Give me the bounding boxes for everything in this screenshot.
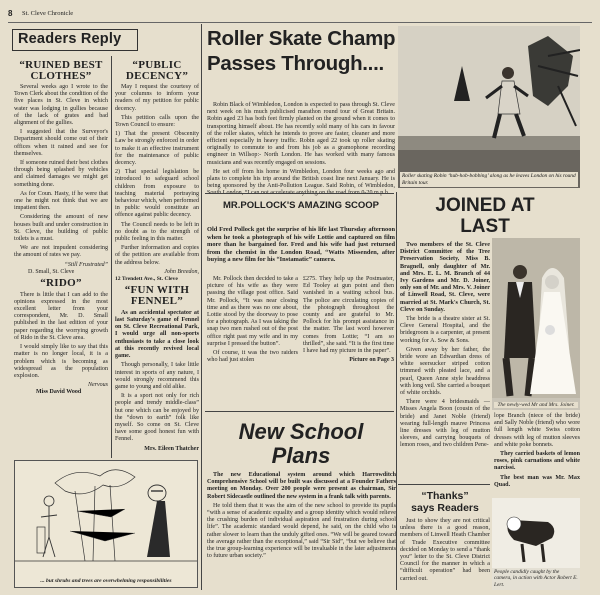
roller-headline bbox=[207, 26, 397, 76]
decency-address: 12 Trendett Ave., St. Cleve bbox=[115, 275, 178, 282]
roller-headline-line1: Roller Skate Champ bbox=[207, 27, 396, 50]
pollock-col-1 bbox=[207, 276, 298, 366]
people-photo-caption: People candidly caught by the camera, in action with Actor Robert E. Lert. bbox=[494, 568, 578, 588]
fennel-lead: As an accidental spectator at last Saturday's game of Fennel on St. Cleve Recreational Park, I would urge all non-sports enthusiasts to take a close look at this recently revived local game. bbox=[115, 309, 199, 360]
rido-signature: Nervous bbox=[88, 382, 108, 389]
pollock-col-2 bbox=[303, 276, 394, 363]
fun-fennel-headline: “FUN WITH FENNEL” bbox=[124, 283, 190, 307]
roller-headline-line2: Passes Through.... bbox=[207, 52, 384, 75]
joined-headline-line2: LAST bbox=[460, 216, 510, 237]
wedding-photo-caption: The newly-wed Mr and Mrs. Joiner. bbox=[494, 402, 578, 408]
school-lead: The new Educational system around which Harrowditch Comprehensive School will be built was discussed at a Founder Fathers meeting on Monday. Over 200 people were present as chairman, Sir Robert Sidecastle outlined the new system in a frank talk with parents. bbox=[207, 472, 396, 500]
decency-signature: John Breedon, bbox=[164, 268, 199, 275]
joined-para-3: Given away by her father, the bride wore an Edwardian dress of white seersucker striped cotton trimmed with pleated lace, and a pearl, Queen Anne style headdress with long veil. She carried a bouquet of white orchids. bbox=[400, 346, 490, 397]
roller-divider bbox=[205, 193, 394, 194]
roller-skater-photo bbox=[398, 26, 580, 188]
roller-para-2: He set off from his home in Wimbledon, London four weeks ago and plans to complete his trip around the British coast line next January. He is being sponsored by the Anti-Pollution League. Said Robin, of Wimbledon, bbox=[207, 168, 395, 190]
people-photo bbox=[492, 498, 580, 590]
cartoon-caption: ... but shrubs and trees are overwhelming responsibilities bbox=[40, 578, 172, 584]
roller-photo-caption: Roller skating Robin ‘hub-hob-bobbing’ along as he leaves London on his round Britain tour. bbox=[400, 172, 578, 187]
column-divider-2 bbox=[201, 24, 202, 590]
joined-headline bbox=[400, 195, 570, 237]
ruined-para-6: We are not impudent considering the amount of rates we pay. bbox=[14, 245, 108, 259]
ruined-signature: “Still Frustrated” bbox=[64, 261, 108, 268]
ruined-para-2: I suggested that the Surveyor's Department should come out of their offices when it rained and see for themselves. bbox=[14, 129, 108, 157]
joined-para-4: There were 4 bridesmaids — Misses Angela Boon (cousin of the bride) and Janet Noble (friend) wearing full-length mauve Princess line dresses with leg of mutton sleeves, and carrying bouquets of lemon roses, and two children Pene- bbox=[400, 399, 490, 449]
thanks-body bbox=[400, 518, 490, 585]
decency-para-4: 2) That special legislation be introduced to safeguard school children from exposure to teaching material portraying behaviour which, when performed in public would constitute an offence against public decency. bbox=[115, 169, 199, 219]
joined-para-7: The best man was Mr. Max Quad. bbox=[494, 474, 580, 488]
thanks-para-1: Just to show they are not critical unless there is a good reason, members of Linwell Heath Chamber of Trade Executive committee decided on Monday to send a “thank you” letter to the St. Cleve District Council for the manner in which a “difficult operation” had been carried out. bbox=[400, 518, 490, 582]
wedding-photo-image bbox=[492, 238, 580, 398]
fennel-signature: Mrs. Eileen Thatcher bbox=[144, 445, 199, 452]
decency-para-5: The Council needs to be left in no doubt as to the strength of public feeling in this matter. bbox=[115, 221, 199, 243]
joined-para-6: They carried baskets of lemon roses, pink carnations and white narcissi. bbox=[494, 451, 580, 472]
thanks-headline bbox=[400, 490, 490, 514]
decency-para-2: This petition calls upon the Town Council to ensure: bbox=[115, 114, 199, 129]
decency-para-1: May I request the courtesy of your columns to inform your readers of my petition for public decency. bbox=[115, 84, 199, 112]
school-headline-line2: Plans bbox=[271, 443, 331, 468]
pollock-continued: Picture on Page 3 bbox=[349, 357, 394, 364]
joined-headline-line1: JOINED AT bbox=[435, 195, 535, 216]
people-photo-image bbox=[492, 498, 580, 568]
fennel-para-2: It is a sport not only for rich people and trendy middle-class” but one which can be enjoyed by the “down to earth” folk like myself. So come on St. Cleve have some good honest fun with Fennel. bbox=[115, 393, 199, 443]
school-para-1: He told them that it was the aim of the new school to provide its pupils “with a sense of academic equality and a group identity which would relieve the crushing burden of individual aspiration and frustration during school life”. The academic standard would depend, he said, on the child who is rather slower to learn than the unduly gifted ones. “We will be geared toward the average rather than the exceptional,” said “Sir Sid”, “but we believe that the true group-learning experience will be invaluable in the later adjustments to future urban society.” bbox=[207, 502, 396, 560]
thanks-headline-line1: “Thanks” bbox=[421, 490, 469, 502]
ruined-signature-name: D. Small, St. Cleve bbox=[28, 268, 75, 275]
decency-para-6: Further information and copies of the petition are available from the address below. bbox=[115, 245, 199, 266]
rido-para-2: I would simply like to say that this matter is no longer local, it is a problem which is becoming as widespread as the population explosion. bbox=[14, 344, 108, 379]
pollock-divider bbox=[205, 411, 394, 412]
roller-para-1: Robin Black of Wimbledon, London is expected to pass through St. Cleve next week on his much publicised marathon round tour of Great Britain. Robin aged 23 has both feet firmly planted on the ground when it comes to transporting himself about. He has recently sold many of his cars in favour of the roller skates, which he intends to prove are faster, cleaner and more efficient especially in heavy traffic. Robin aged 22 took up roller skating originally to commute to and from his job as a gramophone recording engineer in Willsop:- North London. He has worked with many famous musicians and was recently engaged on sessions. bbox=[207, 102, 395, 166]
wedding-photo bbox=[492, 238, 580, 410]
pollock-para-1: Mr. Pollock then decided to take a picture of his wife as they were passing the village post office. Said Mr. Pollock, “It was near closing time and as there was no one about, Lottie stood by the doorway to pose for a photograph. As I was taking the snap two men rushed out of the post office right past my wife and in my surprise I pressed the button”. bbox=[207, 276, 298, 347]
ruined-best-clothes-headline: “RUINED BEST CLOTHES” bbox=[19, 59, 103, 82]
joined-para-2: The bride is a theatre sister at St. Cleve General Hospital, and the bridegroom is a carpenter, at present working for A. Sow & Sons. bbox=[400, 316, 490, 344]
column-divider-1 bbox=[111, 56, 112, 458]
fennel-para-1: Though personally, I take little interest in sports of any nature, I would strongly recommend this game to young and old alike. bbox=[115, 362, 199, 390]
letters-column-left bbox=[14, 60, 108, 398]
paper-name: St. Cleve Chronicle bbox=[22, 10, 74, 17]
school-headline bbox=[207, 420, 395, 468]
joined-col-1 bbox=[400, 242, 490, 452]
joined-para-1: Two members of the St. Cleve District Committee of the Tree Preservation Society, Miss B. Bragnell, only daughter of Mr. and Mrs. E. L. M. Branch of 44 Ivy Gardens and Mr. D. Joiner, only son of Mr. and Mrs. V. Joiner of Linwell Road, St. Cleve, were married at St. Mark's Church, St. Cleve on Sunday. bbox=[400, 242, 490, 313]
joined-col-2 bbox=[494, 413, 580, 491]
page-number: 8 bbox=[8, 9, 13, 18]
ruined-para-3: If someone ruined their best clothes through being splashed by vehicles and claimed damages we might get something done. bbox=[14, 160, 108, 188]
roller-body bbox=[207, 102, 395, 200]
cartoon-box bbox=[14, 460, 198, 588]
decency-para-3: 1) That the present Obscenity Law be strongly enforced in order to make it an effective instrument for the maintenance of public decency. bbox=[115, 131, 199, 167]
school-body bbox=[207, 472, 396, 562]
rido-signature-name: Miss David Wood bbox=[36, 389, 82, 396]
school-headline-line1: New School bbox=[238, 419, 364, 444]
roller-photo-image bbox=[398, 26, 580, 188]
pollock-headline: MR.POLLOCK'S AMAZING SCOOP bbox=[222, 200, 380, 211]
thanks-divider bbox=[398, 484, 490, 485]
joined-para-5: lope Branch (niece of the bride) and Sally Noble (friend) who wore full length white Swiss cotton dresses with leg of mutton sleeves and white poke bonnets. bbox=[494, 413, 580, 448]
letters-column-right bbox=[115, 60, 199, 455]
ruined-para-5: Considering the amount of new houses built and under construction in St. Cleve, the building of public toilets is a must. bbox=[14, 214, 108, 243]
pollock-para-3: £275. They help up the Postmaster, Ed Tooley at gun point and then vanished in a waiting school bus. The police are circulating copies of the photograph throughout the county and are grateful to Mr. Pollock for his prompt assistance in the matter. The last word however comes from Lottie; “I am so thrilled”, she said. “It is the first time I have had my picture in the paper”. bbox=[303, 276, 394, 355]
ruined-para-1: Several weeks ago I wrote to the Town Clerk about the condition of the five places in St. Cleve in which water was lodging in gullies because of the lack of grates and bad alignment of the gullies. bbox=[14, 84, 108, 127]
readers-reply-title: Readers Reply bbox=[18, 31, 122, 47]
ruined-para-4: As for Coun. Hasty, if he were that one he might not think that we are impatient then. bbox=[14, 190, 108, 212]
pollock-lead bbox=[207, 226, 395, 266]
masthead-rule bbox=[8, 22, 592, 23]
thanks-headline-line2: says Readers bbox=[411, 502, 479, 514]
public-decency-headline: “PUBLIC DECENCY” bbox=[125, 59, 189, 82]
rido-para-1: There is little that I can add to the opinions expressed in the most excellent letter from your correspondent, Mr. D. Small published in the last edition of your paper regarding the worrying growth of Rido in the St. Cleve area. bbox=[14, 291, 108, 341]
column-divider-3 bbox=[396, 192, 397, 590]
rido-headline: “RIDO” bbox=[40, 276, 82, 289]
pollock-para-2: Of course, it was the two raiders who had just stolen bbox=[207, 350, 298, 364]
cartoon-drawing bbox=[15, 461, 197, 573]
pollock-lead-text: Old Fred Pollock got the surprise of his life last Thursday afternoon when he took a photograph of his wife Lottie and captured on film more than he bargained for. Fred and his wife had just returned from the chemist in the London Road, “Watts Missenden, after buying a new film for his “Instamatic” camera. bbox=[207, 226, 395, 264]
